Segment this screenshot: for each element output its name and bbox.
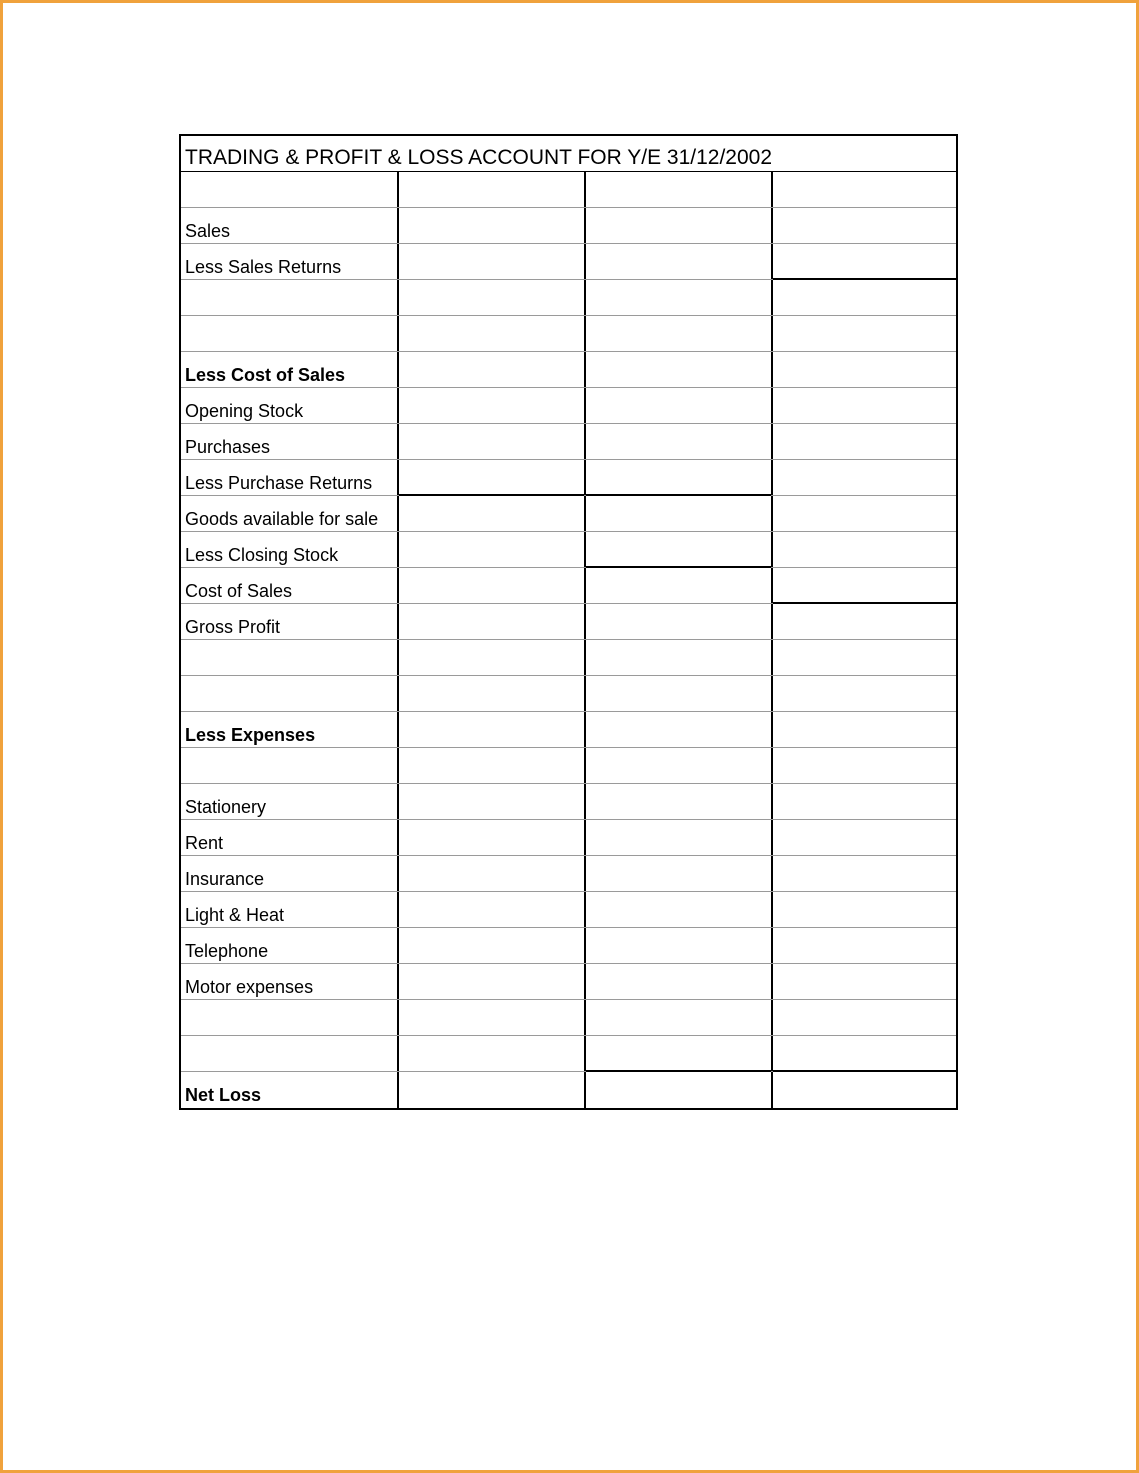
amount-cell-b[interactable] xyxy=(586,460,773,495)
amount-cell-a[interactable] xyxy=(399,676,586,711)
row-label xyxy=(181,640,399,675)
amount-cell-c[interactable] xyxy=(773,748,956,783)
account-row xyxy=(181,244,956,280)
row-label xyxy=(181,1000,399,1035)
amount-cell-b[interactable] xyxy=(586,280,773,315)
amount-cell-c[interactable] xyxy=(773,460,956,495)
amount-cell-a[interactable] xyxy=(399,532,586,567)
row-label: Less Closing Stock xyxy=(181,532,399,567)
amount-cell-a[interactable] xyxy=(399,244,586,279)
row-label: Goods available for sale xyxy=(181,496,399,531)
amount-cell-c[interactable] xyxy=(773,820,956,855)
amount-cell-a[interactable] xyxy=(399,604,586,639)
amount-cell-c[interactable] xyxy=(773,892,956,927)
amount-cell-a[interactable] xyxy=(399,748,586,783)
row-label: Rent xyxy=(181,820,399,855)
amount-cell-a[interactable] xyxy=(399,280,586,315)
row-label xyxy=(181,280,399,315)
amount-cell-c[interactable] xyxy=(773,244,956,279)
amount-cell-c[interactable] xyxy=(773,172,956,207)
amount-cell-a[interactable] xyxy=(399,568,586,603)
sheet-title: TRADING & PROFIT & LOSS ACCOUNT FOR Y/E 31/12/2002 xyxy=(181,136,956,172)
amount-cell-a[interactable] xyxy=(399,1036,586,1071)
amount-cell-b[interactable] xyxy=(586,604,773,639)
amount-cell-c[interactable] xyxy=(773,712,956,747)
row-label: Less Expenses xyxy=(181,712,399,747)
amount-cell-b[interactable] xyxy=(586,316,773,351)
account-row xyxy=(181,1000,956,1036)
profit-loss-sheet xyxy=(179,134,958,1110)
amount-cell-c[interactable] xyxy=(773,424,956,459)
account-row xyxy=(181,1036,956,1072)
row-label xyxy=(181,172,399,207)
account-row xyxy=(181,1072,956,1108)
account-row xyxy=(181,604,956,640)
row-label: Insurance xyxy=(181,856,399,891)
account-row xyxy=(181,856,956,892)
amount-cell-c[interactable] xyxy=(773,928,956,963)
amount-cell-a[interactable] xyxy=(399,892,586,927)
account-row xyxy=(181,964,956,1000)
row-label xyxy=(181,676,399,711)
row-label xyxy=(181,316,399,351)
amount-cell-a[interactable] xyxy=(399,820,586,855)
amount-cell-b[interactable] xyxy=(586,1072,773,1108)
amount-cell-a[interactable] xyxy=(399,712,586,747)
amount-cell-b[interactable] xyxy=(586,424,773,459)
amount-cell-a[interactable] xyxy=(399,460,586,495)
amount-cell-a[interactable] xyxy=(399,1072,586,1108)
amount-cell-b[interactable] xyxy=(586,388,773,423)
amount-cell-a[interactable] xyxy=(399,352,586,387)
account-row xyxy=(181,640,956,676)
row-label: Telephone xyxy=(181,928,399,963)
account-row xyxy=(181,460,956,496)
account-row xyxy=(181,208,956,244)
amount-cell-a[interactable] xyxy=(399,424,586,459)
row-label: Cost of Sales xyxy=(181,568,399,603)
account-row xyxy=(181,532,956,568)
amount-cell-c[interactable] xyxy=(773,532,956,567)
account-row xyxy=(181,496,956,532)
account-row xyxy=(181,748,956,784)
row-label xyxy=(181,748,399,783)
amount-cell-a[interactable] xyxy=(399,388,586,423)
row-label: Stationery xyxy=(181,784,399,819)
amount-cell-b[interactable] xyxy=(586,712,773,747)
row-label: Gross Profit xyxy=(181,604,399,639)
amount-cell-b[interactable] xyxy=(586,748,773,783)
amount-cell-c[interactable] xyxy=(773,388,956,423)
account-row xyxy=(181,676,956,712)
amount-cell-c[interactable] xyxy=(773,1036,956,1071)
row-label xyxy=(181,1036,399,1071)
account-row xyxy=(181,424,956,460)
amount-cell-b[interactable] xyxy=(586,496,773,531)
account-row xyxy=(181,820,956,856)
amount-cell-c[interactable] xyxy=(773,856,956,891)
amount-cell-c[interactable] xyxy=(773,1000,956,1035)
amount-cell-b[interactable] xyxy=(586,676,773,711)
amount-cell-b[interactable] xyxy=(586,208,773,243)
amount-cell-b[interactable] xyxy=(586,244,773,279)
amount-cell-a[interactable] xyxy=(399,496,586,531)
amount-cell-a[interactable] xyxy=(399,172,586,207)
account-row xyxy=(181,316,956,352)
amount-cell-a[interactable] xyxy=(399,1000,586,1035)
account-row xyxy=(181,352,956,388)
amount-cell-b[interactable] xyxy=(586,928,773,963)
account-rows xyxy=(181,172,956,1108)
amount-cell-b[interactable] xyxy=(586,820,773,855)
amount-cell-b[interactable] xyxy=(586,568,773,603)
row-label: Sales xyxy=(181,208,399,243)
row-label: Less Sales Returns xyxy=(181,244,399,279)
amount-cell-c[interactable] xyxy=(773,1072,956,1108)
amount-cell-b[interactable] xyxy=(586,640,773,675)
amount-cell-c[interactable] xyxy=(773,640,956,675)
row-label: Less Purchase Returns xyxy=(181,460,399,495)
amount-cell-b[interactable] xyxy=(586,1000,773,1035)
amount-cell-a[interactable] xyxy=(399,208,586,243)
amount-cell-b[interactable] xyxy=(586,784,773,819)
amount-cell-c[interactable] xyxy=(773,352,956,387)
amount-cell-c[interactable] xyxy=(773,208,956,243)
amount-cell-a[interactable] xyxy=(399,928,586,963)
amount-cell-c[interactable] xyxy=(773,676,956,711)
amount-cell-c[interactable] xyxy=(773,496,956,531)
row-label: Light & Heat xyxy=(181,892,399,927)
amount-cell-b[interactable] xyxy=(586,856,773,891)
row-label: Motor expenses xyxy=(181,964,399,999)
amount-cell-a[interactable] xyxy=(399,964,586,999)
account-row xyxy=(181,280,956,316)
amount-cell-c[interactable] xyxy=(773,784,956,819)
amount-cell-b[interactable] xyxy=(586,1036,773,1071)
amount-cell-c[interactable] xyxy=(773,316,956,351)
amount-cell-a[interactable] xyxy=(399,316,586,351)
amount-cell-c[interactable] xyxy=(773,568,956,603)
account-row xyxy=(181,388,956,424)
account-row xyxy=(181,568,956,604)
amount-cell-c[interactable] xyxy=(773,604,956,639)
amount-cell-b[interactable] xyxy=(586,532,773,567)
amount-cell-a[interactable] xyxy=(399,784,586,819)
row-label: Net Loss xyxy=(181,1072,399,1108)
account-row xyxy=(181,892,956,928)
amount-cell-b[interactable] xyxy=(586,892,773,927)
account-row xyxy=(181,928,956,964)
account-row xyxy=(181,784,956,820)
amount-cell-b[interactable] xyxy=(586,172,773,207)
row-label: Purchases xyxy=(181,424,399,459)
amount-cell-b[interactable] xyxy=(586,964,773,999)
amount-cell-c[interactable] xyxy=(773,964,956,999)
account-row xyxy=(181,172,956,208)
amount-cell-b[interactable] xyxy=(586,352,773,387)
row-label: Less Cost of Sales xyxy=(181,352,399,387)
amount-cell-a[interactable] xyxy=(399,640,586,675)
row-label: Opening Stock xyxy=(181,388,399,423)
account-row xyxy=(181,712,956,748)
amount-cell-c[interactable] xyxy=(773,280,956,315)
amount-cell-a[interactable] xyxy=(399,856,586,891)
